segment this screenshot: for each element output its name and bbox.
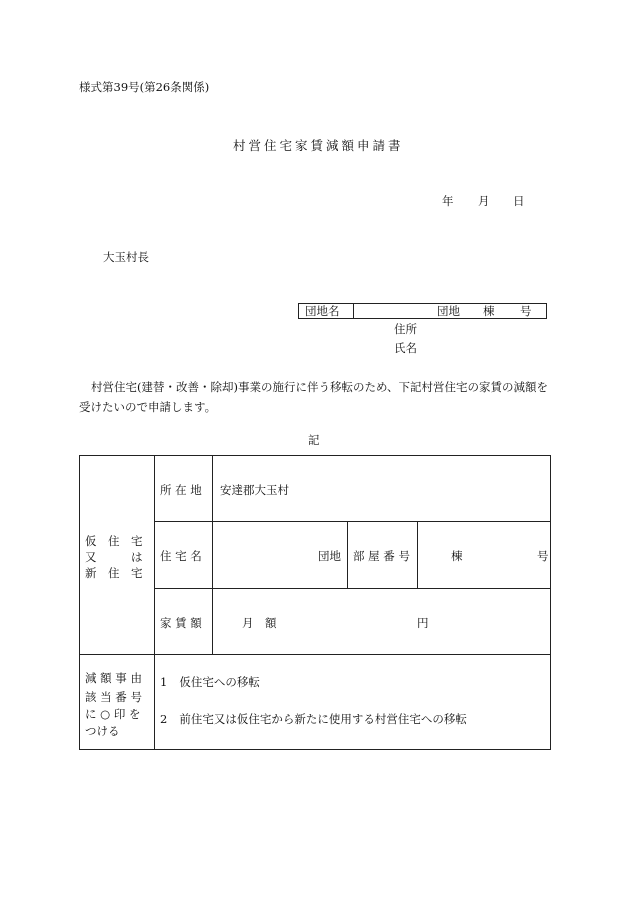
detail-table (79, 455, 551, 750)
location-label: 所 在 地 (160, 483, 202, 497)
reason-text: 仮住宅への移転 (179, 675, 260, 689)
table-line (79, 455, 551, 456)
monthly-label: 月 額 (242, 616, 277, 630)
table-line (347, 521, 348, 588)
date-month: 月 (478, 194, 490, 208)
reason-header-line1: 減 額 事 由 (85, 671, 142, 685)
document-title: 村営住宅家賃減額申請書 (233, 138, 404, 153)
reason-item-1 (160, 674, 260, 690)
reason-text: 前住宅又は仮住宅から新たに使用する村営住宅への移転 (179, 712, 467, 726)
date-year: 年 (442, 194, 454, 208)
body-text: 村営住宅(建替・改善・除却)事業の施行に伴う移転のため、下記村営住宅の家賃の減額を受けたいので申請します。 (79, 380, 549, 414)
reason-number: 1 (160, 675, 168, 689)
building-suffix: 棟 (483, 304, 495, 318)
reason-number: 2 (160, 712, 168, 726)
left-header-line2: 又 は (85, 550, 143, 564)
room-number-label: 部 屋 番 号 (353, 549, 410, 563)
reason-header-line2: 該 当 番 号 (85, 690, 142, 704)
yen-suffix: 円 (417, 616, 429, 630)
address-label: 住所 (394, 322, 417, 336)
table-line (154, 455, 155, 750)
table-line (212, 455, 213, 654)
form-number: 様式第39号(第26条関係) (79, 80, 210, 94)
table-line (79, 455, 80, 750)
danchi-suffix: 団地 (437, 304, 460, 318)
table-line (79, 654, 551, 655)
table-line (417, 521, 418, 588)
name-label: 氏名 (394, 341, 417, 355)
left-header-line3: 新 住 宅 (85, 566, 143, 580)
rent-label: 家 賃 額 (160, 616, 202, 630)
reason-header-line4: つける (85, 724, 120, 738)
reason-item-2 (160, 711, 467, 727)
reason-header-line3: に ○ 印 を (85, 707, 141, 721)
danchi-name-label: 団地名 (305, 304, 340, 318)
house-number-suffix: 号 (537, 549, 549, 563)
ki-label: 記 (308, 433, 320, 447)
table-line (79, 749, 551, 750)
left-header-line1: 仮 住 宅 (85, 534, 143, 548)
number-suffix: 号 (520, 304, 532, 318)
table-line (154, 588, 551, 589)
addressee: 大玉村長 (103, 250, 149, 264)
table-line (550, 455, 551, 750)
box-separator (353, 304, 354, 318)
house-danchi-suffix: 団地 (318, 549, 341, 563)
date-day: 日 (513, 194, 525, 208)
applicant-danchi-box (298, 303, 547, 319)
table-line (154, 521, 551, 522)
house-name-label: 住 宅 名 (160, 549, 202, 563)
location-value: 安達郡大玉村 (220, 483, 289, 497)
house-building-suffix: 棟 (451, 549, 463, 563)
